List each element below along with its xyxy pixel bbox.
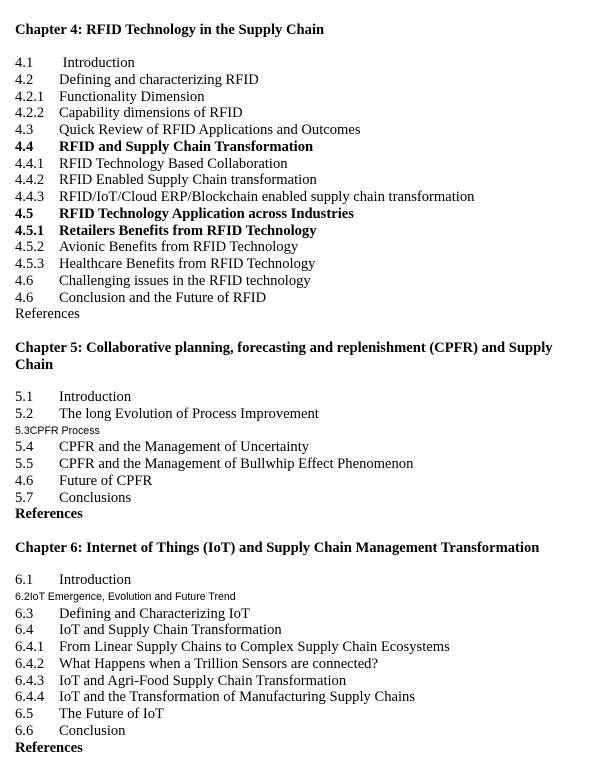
list-item <box>15 72 474 89</box>
item-number: 4.5.2 <box>15 239 45 256</box>
list-item <box>15 689 450 706</box>
item-title: Healthcare Benefits from RFID Technology <box>59 256 316 272</box>
item-number: 4.5.1 <box>15 222 45 239</box>
item-title: RFID Enabled Supply Chain transformation <box>59 172 317 189</box>
item-title: IoT Emergence, Evolution and Future Trend <box>29 590 236 603</box>
item-number: 5.2 <box>15 405 34 422</box>
item-title: What Happens when a Trillion Sensors are connected? <box>59 655 378 672</box>
list-item <box>15 423 413 440</box>
list-item <box>15 606 450 623</box>
list-item <box>15 122 474 139</box>
references-heading: References <box>15 506 83 523</box>
item-number: 4.4 <box>15 138 34 155</box>
item-title: Retailers Benefits from RFID Technology <box>59 222 317 239</box>
item-title: Future of CPFR <box>59 472 153 489</box>
list-item <box>15 622 450 639</box>
list-item <box>15 239 474 256</box>
item-title: Capability dimensions of RFID <box>59 105 243 122</box>
item-number: 4.2.2 <box>15 105 45 122</box>
item-number: 6.4.3 <box>15 672 45 689</box>
item-title: CPFR Process <box>29 424 100 437</box>
chapter-6-list <box>15 572 450 756</box>
item-title: Conclusions <box>59 489 132 506</box>
item-title: Functionality Dimension <box>59 88 205 105</box>
item-title: RFID/IoT/Cloud ERP/Blockchain enabled supply chain transformation <box>59 189 475 205</box>
item-title: From Linear Supply Chains to Complex Supply Chain Ecosystems <box>59 639 450 655</box>
item-number: 5.1 <box>15 389 34 405</box>
chapter-5-title: Chapter 5: Collaborative planning, forecasting and replenishment (CPFR) and Supply Chain <box>15 340 553 373</box>
item-title: The long Evolution of Process Improvement <box>59 405 319 422</box>
list-item <box>15 473 413 490</box>
list-item <box>15 589 450 606</box>
list-item <box>15 406 413 423</box>
item-title: IoT and Agri-Food Supply Chain Transformation <box>59 672 347 689</box>
item-title: Avionic Benefits from RFID Technology <box>59 239 299 256</box>
chapter-4-list <box>15 55 474 323</box>
item-number: 4.6 <box>15 289 34 306</box>
item-title: CPFR and the Management of Uncertainty <box>59 439 310 456</box>
item-title: Introduction <box>59 572 132 588</box>
chapter-4-title: Chapter 4: RFID Technology in the Supply Chain <box>15 22 325 38</box>
item-number: 4.4.1 <box>15 155 45 172</box>
item-title: Defining and Characterizing IoT <box>59 605 250 622</box>
list-item <box>15 389 413 406</box>
item-number: 4.2.1 <box>15 88 45 105</box>
list-item <box>15 456 413 473</box>
list-item <box>15 55 474 72</box>
item-number: 4.5 <box>15 205 34 222</box>
list-item <box>15 223 474 240</box>
item-number: 6.3 <box>15 605 34 622</box>
list-item <box>15 639 450 656</box>
item-number: 4.5.3 <box>15 256 45 272</box>
list-item <box>15 105 474 122</box>
item-number: 4.3 <box>15 122 34 138</box>
item-title: IoT and Supply Chain Transformation <box>59 622 282 639</box>
item-title: The Future of IoT <box>59 706 164 722</box>
item-number: 6.4 <box>15 622 34 639</box>
list-item <box>15 189 474 206</box>
references-heading: References <box>15 739 83 756</box>
item-number: 6.5 <box>15 706 34 722</box>
list-item <box>15 139 474 156</box>
item-title: Conclusion and the Future of RFID <box>59 289 267 306</box>
list-item <box>15 439 413 456</box>
list-item <box>15 256 474 273</box>
item-number: 6.4.1 <box>15 639 45 655</box>
item-number: 5.7 <box>15 489 34 506</box>
item-title: Introduction <box>59 389 132 405</box>
item-number: 6.6 <box>15 722 34 739</box>
chapter-5-list <box>15 389 413 523</box>
item-number: 4.2 <box>15 71 34 88</box>
item-title: Challenging issues in the RFID technology <box>59 272 311 289</box>
item-number: 4.6 <box>15 272 34 289</box>
chapter-6-title: Chapter 6: Internet of Things (IoT) and Supply Chain Management Transformation <box>15 540 540 556</box>
list-item <box>15 673 450 690</box>
item-number: 6.2 <box>15 590 30 603</box>
references-heading: References <box>15 306 80 323</box>
item-number: 5.3 <box>15 424 30 437</box>
item-number: 4.4.3 <box>15 189 45 205</box>
item-title: Quick Review of RFID Applications and Outcomes <box>59 122 361 138</box>
item-number: 6.1 <box>15 572 34 588</box>
list-item <box>15 273 474 290</box>
list-item <box>15 490 413 507</box>
item-title: IoT and the Transformation of Manufacturing Supply Chains <box>59 689 416 706</box>
list-item <box>15 656 450 673</box>
item-title: Introduction <box>59 55 135 71</box>
item-title: RFID Technology Based Collaboration <box>59 155 288 172</box>
item-title: Conclusion <box>59 722 126 739</box>
item-title: RFID and Supply Chain Transformation <box>59 138 314 155</box>
item-number: 5.4 <box>15 439 34 456</box>
list-item <box>15 206 474 223</box>
item-number: 4.1 <box>15 55 34 71</box>
list-item <box>15 89 474 106</box>
list-item <box>15 723 450 740</box>
item-number: 4.4.2 <box>15 172 45 189</box>
list-item <box>15 706 450 723</box>
item-title: CPFR and the Management of Bullwhip Effect Phenomenon <box>59 456 414 472</box>
list-item <box>15 572 450 589</box>
item-title: RFID Technology Application across Industries <box>59 205 354 222</box>
list-item <box>15 156 474 173</box>
list-item <box>15 172 474 189</box>
list-item <box>15 290 474 307</box>
item-number: 6.4.2 <box>15 655 45 672</box>
item-title: Defining and characterizing RFID <box>59 71 259 88</box>
item-number: 6.4.4 <box>15 689 45 706</box>
item-number: 4.6 <box>15 472 34 489</box>
item-number: 5.5 <box>15 456 34 472</box>
